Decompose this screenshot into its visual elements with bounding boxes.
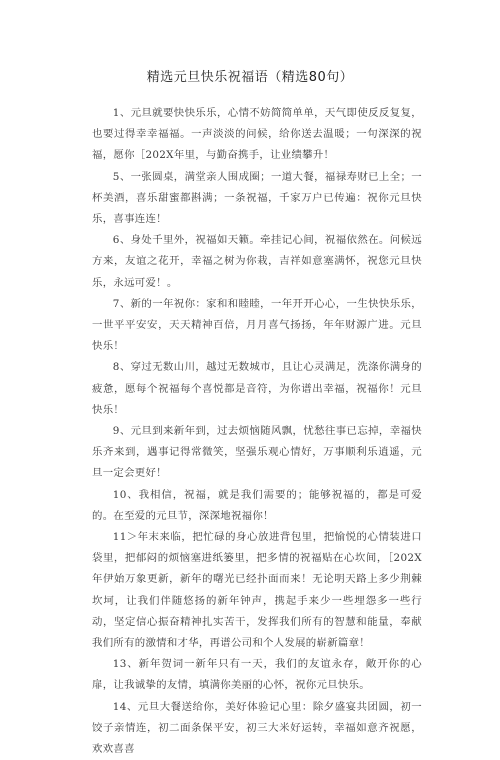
paragraph: 6、身处千里外，祝福如天籁。牵挂记心间，祝福依然在。问候远方来，友谊之花开，幸福之树为你栽，吉祥如意塞满怀，祝您元旦快乐，永远可爱！。 bbox=[92, 234, 422, 289]
paragraph: 5、一张圆桌，满堂亲人围成圈；一道大餐，福禄寿财已上全；一杯美酒，喜乐甜蜜都斟满；一条祝福，千家万户已传遍：祝你元旦快乐，喜事连连！ bbox=[92, 170, 422, 226]
paragraph: 11＞年末来临，把忙碌的身心放进背包里，把愉悦的心情装进口袋里，把郁闷的烦恼塞进纸篓里，把多情的祝福贴在心坎间，［202X年伊始万象更新，新年的曙光已经扑面而来！无论明天路上多少荆棘坎坷，让我们伴随悠扬的新年钟声，携起手来少一些埋怨多一些行动，坚定信心振奋精神扎实苦干，发挥我们所有的智慧和能量，奉献我们所有的激情和才华，再谱公司和个人发展的崭新篇章！ bbox=[92, 531, 422, 650]
document-title: 精选元旦快乐祝福语（精选80句） bbox=[146, 70, 354, 85]
paragraph: 9、元旦到来新年到，过去烦恼随风飘，忧愁往事已忘掉，幸福快乐齐来到，遇事记得常微笑，坚强乐观心情好，万事顺利乐逍遥，元旦一定会更好！ bbox=[92, 425, 422, 480]
document-body bbox=[92, 103, 422, 760]
paragraph: 13、新年贺词一新年只有一天，我们的友谊永存，敞开你的心扉，让我诚挚的友情，填满你美丽的心怀，祝你元旦快乐。 bbox=[92, 658, 422, 692]
paragraph: 1、元旦就要快快乐乐，心情不妨简简单单，天气即使反反复复，也要过得幸幸福福。一声淡淡的问候，给你送去温暖；一句深深的祝福，愿你［202X年里，与勤奋携手，让业绩攀升！ bbox=[92, 107, 422, 162]
paragraph: 7、新的一年祝你：家和和睦睦，一年开开心心，一生快快乐乐，一世平平安安，天天精神百倍，月月喜气扬扬，年年财源广进。元旦快乐！ bbox=[92, 297, 422, 353]
paragraph: 8、穿过无数山川，越过无数城市，且让心灵满足，洗涤你满身的疲惫，愿每个祝福每个喜悦都是音符，为你谱出幸福，祝福你！元旦快乐！ bbox=[92, 361, 422, 416]
paragraph: 10、我相信，祝福，就是我们需要的；能够祝福的，都是可爱的。在至爱的元旦节，深深地祝福你！ bbox=[92, 488, 422, 522]
paragraph: 14、元旦大餐送给你，美好体验记心里：除夕盛宴共团圆，初一饺子亲情连，初二面条保平安，初三大米好运转，幸福如意齐祝愿，欢欢喜喜 bbox=[92, 700, 422, 756]
